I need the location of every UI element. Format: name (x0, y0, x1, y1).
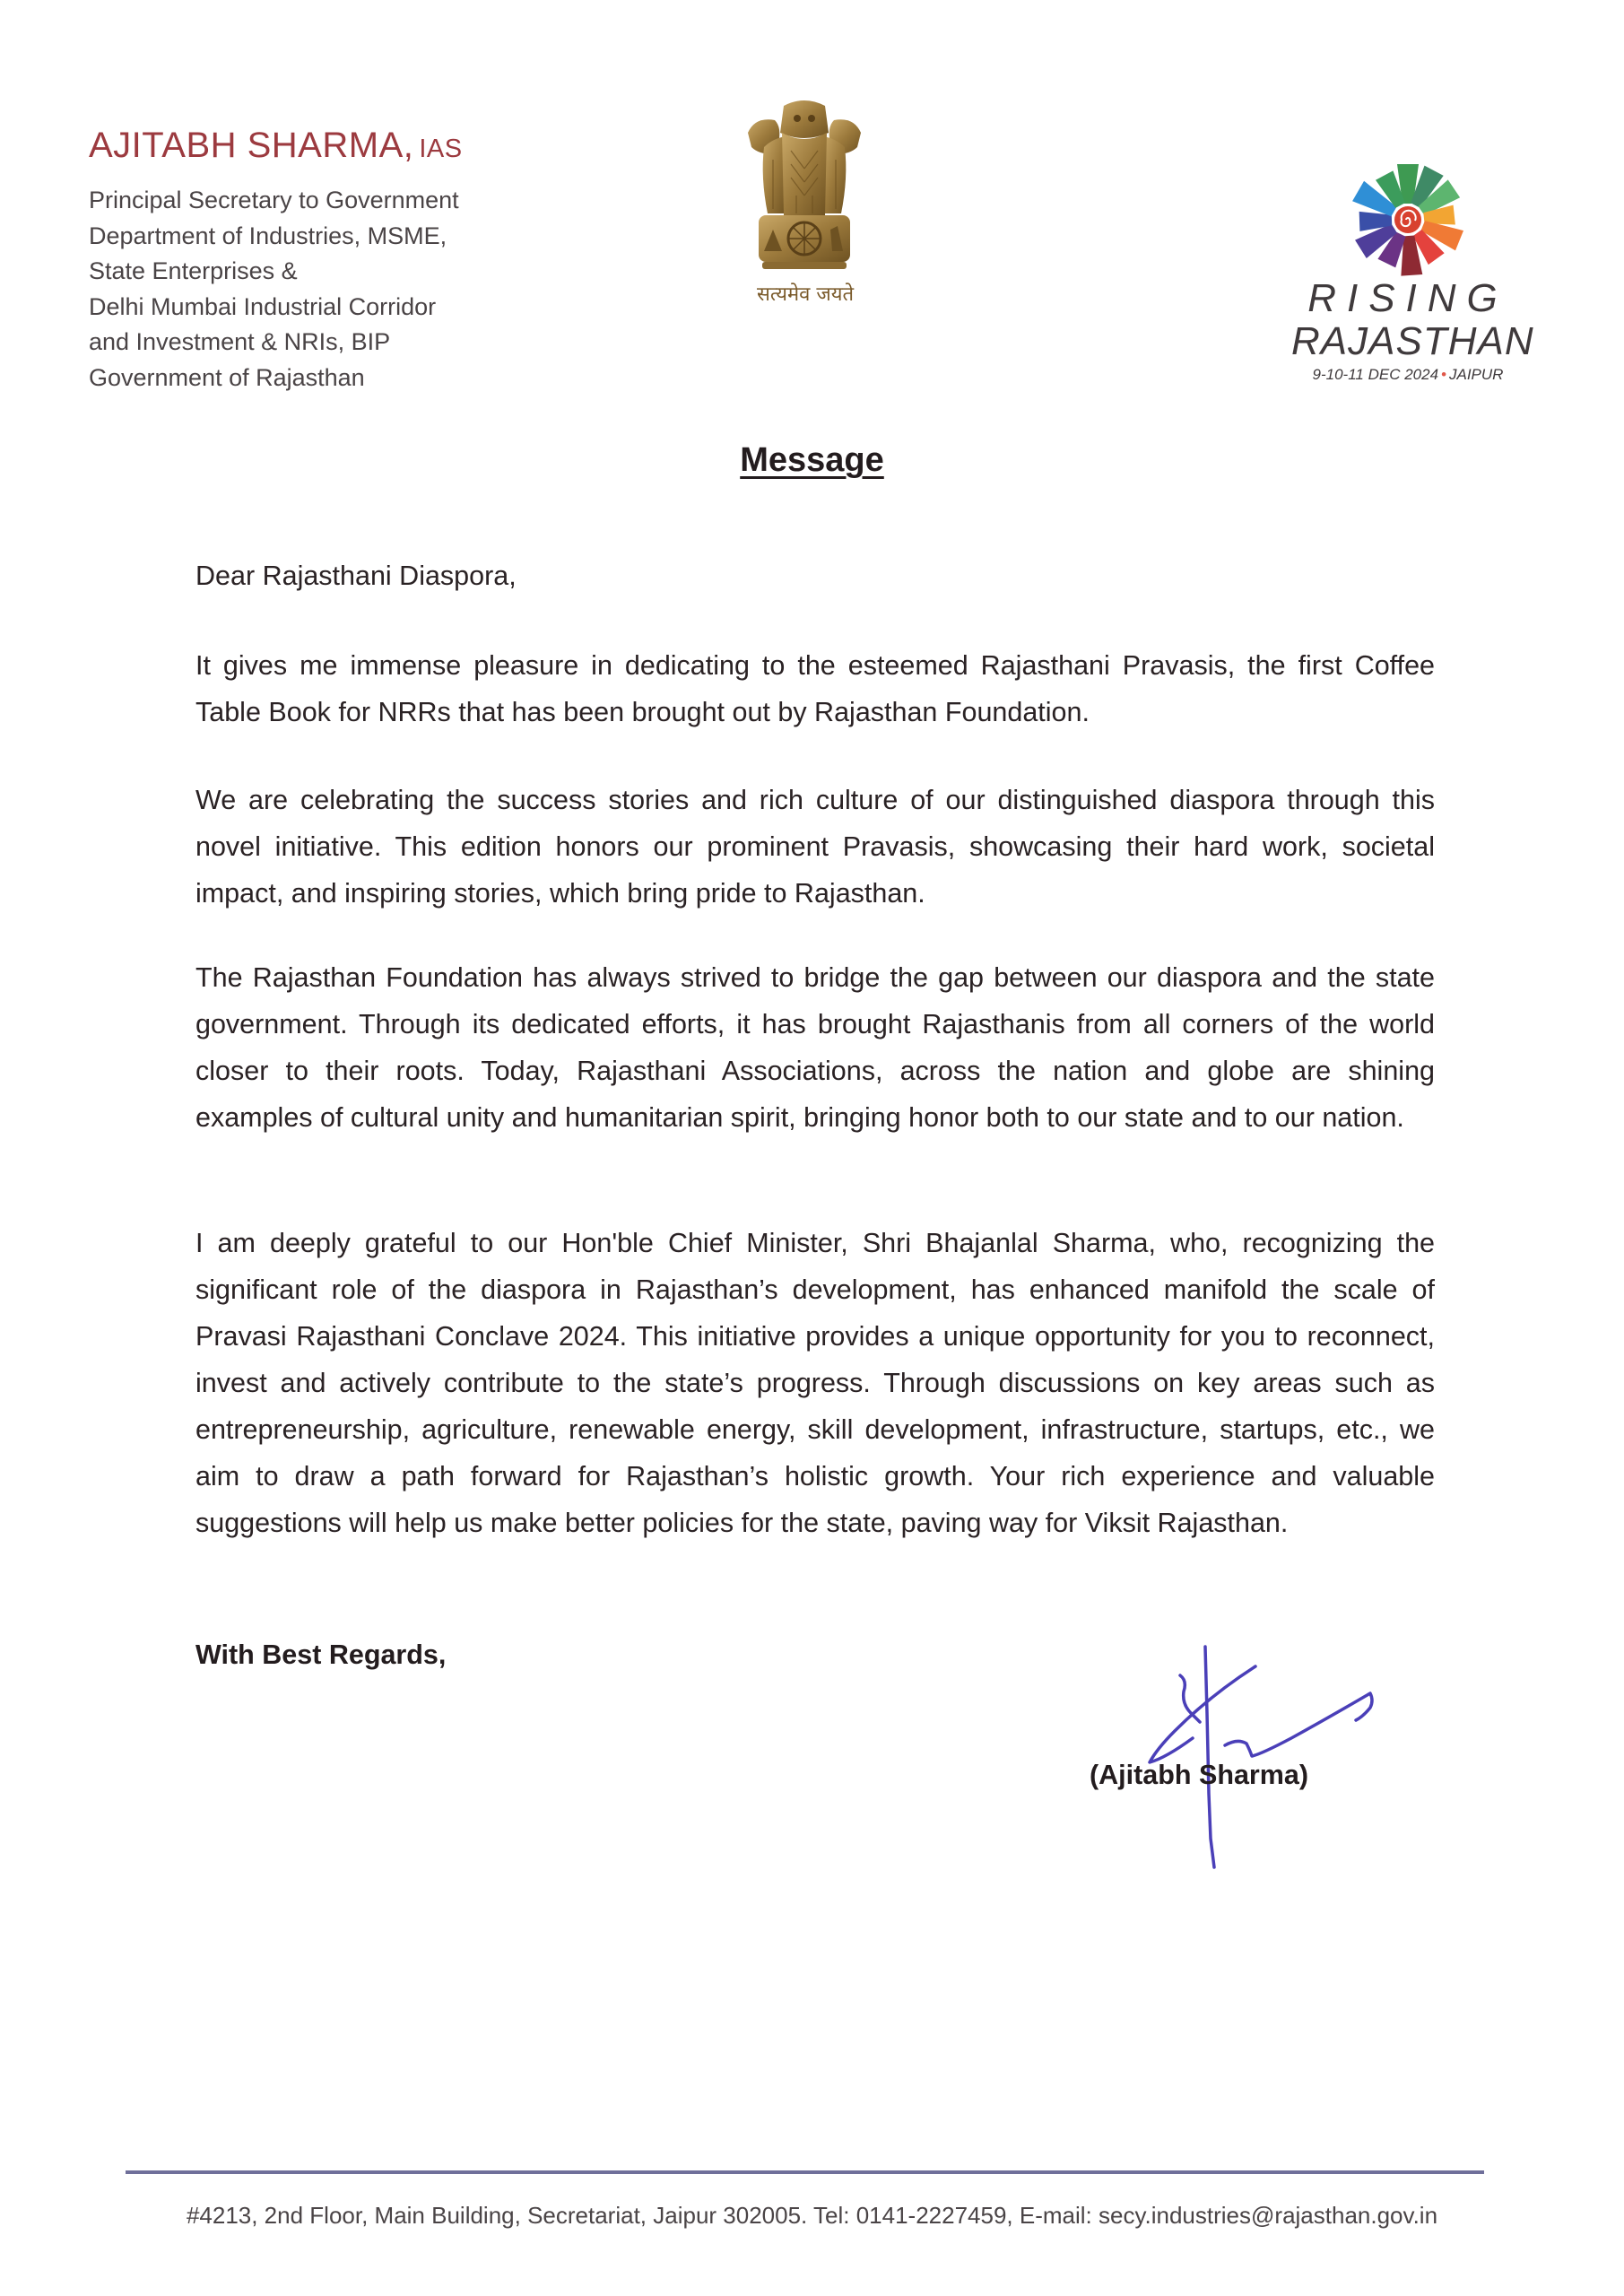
body-paragraph-1: It gives me immense pleasure in dedicating to the esteemed Rajasthani Pravasis, the first Coffee Table Book for NRRs that has been brought out by Rajasthan Foundation. (195, 650, 1435, 727)
footer-divider (126, 2170, 1484, 2174)
officer-name (89, 126, 463, 166)
emblem-motto: सत्यमेव जयते (756, 283, 855, 306)
signatory-name: (Ajitabh Sharma) (1090, 1760, 1309, 1790)
designation-line: Principal Secretary to Government (89, 187, 459, 213)
greeting: Dear Rajasthani Diaspora, (195, 561, 517, 591)
event-city: JAIPUR (1448, 366, 1504, 383)
footer-address: #4213, 2nd Floor, Main Building, Secretariat, Jaipur 302005. Tel: 0141-2227459, E-mail: secy.industries@rajasthan.gov.in (186, 2202, 1438, 2229)
event-dates: 9-10-11 DEC 2024 (1312, 366, 1439, 383)
event-logo-line1: RISING (1307, 276, 1508, 320)
designation-line: State Enterprises & (89, 257, 298, 285)
closing-salutation: With Best Regards, (195, 1639, 447, 1670)
officer-designation (89, 183, 459, 396)
officer-name-text: AJITABH SHARMA, (89, 126, 414, 165)
sunburst-logo-icon (1345, 161, 1471, 278)
body-paragraph-2: We are celebrating the success stories and rich culture of our distinguished diaspora through this novel initiative. This edition honors our prominent Pravasis, showcasing their hard work, societal impact, and inspiring stories, which bring pride to Rajasthan. (195, 785, 1435, 909)
officer-service-suffix: IAS (419, 135, 463, 163)
page-title (0, 441, 1624, 480)
designation-line: Department of Industries, MSME, (89, 222, 447, 249)
event-logo-dates (1291, 366, 1524, 384)
bullet-separator: • (1441, 366, 1446, 383)
body-paragraph-4: I am deeply grateful to our Hon'ble Chief Minister, Shri Bhajanlal Sharma, who, recognizing the significant role of the diaspora in Rajasthan’s development, has enhanced manifold the scale of Pravasi Rajasthani Conclave 2024. This initiative provides a unique opportunity for you to reconnect, invest and actively contribute to the state’s progress. Through discussions on key areas such as entrepreneurship, agriculture, renewable energy, skill development, infrastructure, startups, etc., we aim to draw a path forward for Rajasthan’s holistic growth. Your rich experience and valuable suggestions will help us make better policies for the state, paving way for Viksit Rajasthan. (195, 1228, 1435, 1538)
page-title-text: Message (740, 441, 884, 479)
designation-line: and Investment & NRIs, BIP (89, 328, 391, 356)
body-paragraph-3: The Rajasthan Foundation has always strived to bridge the gap between our diaspora and the state government. Through its dedicated efforts, it has brought Rajasthanis from all corners of the world closer to their roots. Today, Rajasthani Associations, across the nation and globe are shining examples of cultural unity and humanitarian spirit, bringing honor both to our state and to our nation. (195, 962, 1435, 1133)
designation-line: Delhi Mumbai Industrial Corridor (89, 292, 437, 320)
event-logo-line2: RAJASTHAN (1291, 319, 1534, 363)
designation-line: Government of Rajasthan (89, 363, 365, 391)
